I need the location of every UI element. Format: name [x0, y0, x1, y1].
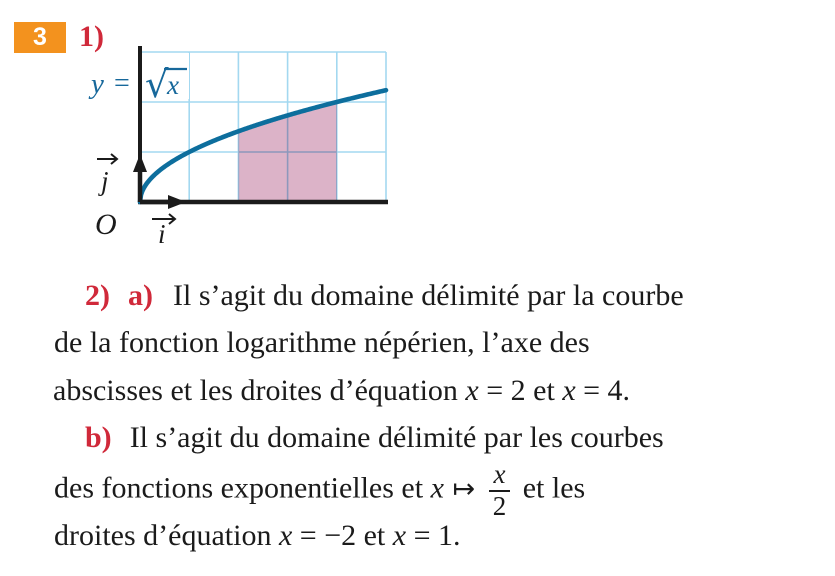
formula-equals: = [114, 68, 130, 99]
part-2-label: 2) [85, 279, 110, 312]
text-2a-3: abscisses et les droites d’équation [53, 374, 466, 407]
formula-x: x [167, 70, 179, 100]
part-2a-label: a) [128, 279, 153, 312]
math-eq-2: = 2 et [478, 374, 563, 407]
part-1-label: 1) [79, 20, 104, 53]
fraction-numerator: x [493, 459, 506, 489]
math-eq-1: = 1. [406, 519, 461, 552]
solution-2a-line2 [54, 325, 590, 360]
i-label: i [158, 219, 166, 249]
math-var-x: x [430, 471, 444, 505]
text-2a-1: Il s’agit du domaine délimité par la courbe [173, 279, 684, 312]
solution-2a-line3 [53, 373, 630, 408]
sqrt-curve-figure [85, 38, 400, 253]
radical-sign: √ [145, 63, 169, 106]
unit-vector-j-arrowhead [133, 154, 147, 172]
fraction-denominator: 2 [489, 490, 511, 521]
exercise-number-badge: 3 [14, 22, 66, 53]
unit-vector-i-arrowhead [168, 195, 186, 209]
math-var-x: x [392, 519, 407, 552]
text-2b-2: des fonctions exponentielles et [54, 471, 431, 505]
solution-2b-line2 [54, 461, 585, 520]
solution-2b-line1 [85, 420, 664, 455]
solution-2a-line1 [85, 278, 684, 313]
math-eq-neg2: = −2 et [292, 519, 393, 552]
solution-2b-line3 [54, 518, 461, 553]
origin-label: O [95, 208, 117, 241]
math-var-x: x [465, 374, 479, 407]
math-var-x: x [278, 519, 293, 552]
mapsto-glyph: ↦ [452, 473, 476, 505]
text-2b-3: droites d’équation [54, 519, 279, 552]
fraction-x-over-2 [489, 461, 511, 520]
text-2a-2: de la fonction logarithme népérien, l’axe des [54, 326, 590, 359]
text-2b-2-post: et les [515, 471, 586, 505]
formula-y: y [91, 68, 104, 100]
text-2b-1: Il s’agit du domaine délimité par les courbes [129, 421, 664, 454]
j-label: j [101, 166, 109, 196]
math-var-x: x [562, 374, 576, 407]
mapsto-arrow [444, 473, 484, 504]
math-eq-4: = 4. [575, 374, 631, 407]
part-2b-label: b) [85, 421, 112, 454]
